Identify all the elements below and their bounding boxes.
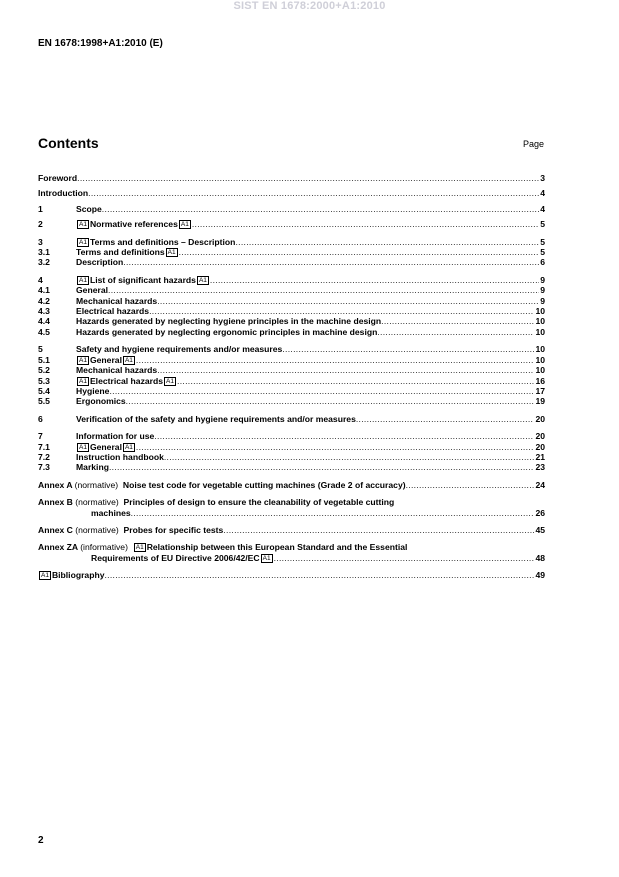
annex-label: Annex B [38, 497, 73, 508]
toc-page: 19 [535, 396, 545, 407]
toc-entry-5[interactable] [38, 344, 545, 354]
toc-number: 1 [38, 203, 43, 214]
toc-number: 7.3 [38, 462, 50, 473]
annex-label: Annex ZA [38, 542, 78, 553]
annex-type: (informative) [80, 542, 128, 553]
toc-page: 10 [535, 306, 545, 317]
dot-leader [164, 452, 535, 462]
toc-title: General [89, 441, 122, 452]
toc-title: Terms and definitions – Description [89, 236, 236, 247]
dot-leader [157, 296, 539, 306]
toc-title: Scope [76, 203, 102, 214]
toc-entry-annex-b[interactable] [38, 497, 545, 507]
toc-entry-5-4[interactable] [38, 386, 545, 396]
toc-number: 3.2 [38, 257, 50, 268]
amendment-start-marker: A1 [41, 572, 49, 580]
toc-page: 10 [535, 326, 545, 337]
toc-title: Mechanical hazards [76, 365, 158, 376]
toc-page: 6 [540, 257, 545, 268]
dot-leader [88, 188, 539, 198]
annex-type: (normative) [75, 524, 119, 535]
toc-page: 5 [540, 219, 545, 230]
amendment-start-marker: A1 [79, 238, 87, 246]
toc-entry-5-3[interactable] [38, 376, 545, 386]
toc-entry-4-2[interactable] [38, 296, 545, 306]
annex-type: (normative) [74, 479, 119, 490]
toc-entry-3-2[interactable] [38, 257, 545, 267]
toc-number: 5 [38, 344, 43, 355]
amendment-start-marker: A1 [79, 356, 87, 364]
toc-page: 26 [535, 507, 545, 518]
toc-page: 3 [540, 173, 545, 183]
toc-number: 3 [38, 236, 43, 247]
toc-title: Foreword [38, 173, 78, 183]
toc-entry-7-3[interactable] [38, 462, 545, 472]
toc-page: 20 [535, 431, 545, 442]
dot-leader [274, 553, 535, 563]
toc-entry-5-1[interactable] [38, 355, 545, 365]
dot-leader [109, 386, 534, 396]
toc-title: machines [91, 507, 131, 518]
toc-number: 3.1 [38, 247, 50, 258]
toc-title: List of significant hazards [89, 274, 196, 285]
toc-title: Probes for specific tests [123, 524, 224, 535]
toc-number: 7.1 [38, 441, 50, 452]
dot-leader [356, 414, 535, 424]
amendment-end-marker: A1 [166, 377, 174, 385]
toc-page: 10 [535, 365, 545, 376]
toc-page: 23 [535, 462, 545, 473]
toc-title: Principles of design to ensure the cleanability of vegetable cutting [123, 497, 395, 508]
toc-title: Electrical hazards [89, 375, 164, 386]
dot-leader [192, 219, 539, 229]
toc-entry-4-4[interactable] [38, 316, 545, 326]
amendment-start-marker: A1 [79, 443, 87, 451]
annex-label: Annex A [38, 479, 73, 490]
toc-page: 10 [535, 344, 545, 355]
toc-title: Terms and definitions [76, 247, 165, 258]
dot-leader [136, 442, 535, 452]
annex-type: (normative) [75, 497, 119, 508]
toc-page: 16 [535, 375, 545, 386]
toc-number: 4.1 [38, 285, 50, 296]
watermark: SIST EN 1678:2000+A1:2010 [233, 0, 386, 12]
toc-title: Introduction [38, 188, 89, 199]
dot-leader [406, 480, 535, 490]
toc-number: 4 [38, 274, 43, 285]
toc-title: Safety and hygiene requirements and/or measures [76, 344, 283, 355]
toc-page: 9 [540, 295, 545, 306]
toc-title: Hazards generated by neglecting hygiene principles in the machine design [76, 316, 382, 327]
amendment-start-marker: A1 [79, 377, 87, 385]
amendment-end-marker: A1 [124, 443, 133, 451]
dot-leader [126, 396, 535, 406]
toc-entry-annex-a[interactable] [38, 480, 545, 490]
toc-title: Electrical hazards [76, 306, 150, 317]
toc-title: Verification of the safety and hygiene requirements and/or measures [76, 413, 356, 424]
dot-leader [179, 247, 540, 257]
toc-entry-7-1[interactable] [38, 442, 545, 452]
toc-title: Ergonomics [76, 396, 126, 407]
amendment-end-marker: A1 [167, 249, 176, 257]
toc-title: Requirements of EU Directive 2006/42/EC [91, 552, 260, 563]
toc-title: Noise test code for vegetable cutting machines (Grade 2 of accuracy) [122, 479, 406, 490]
dot-leader [377, 327, 534, 337]
toc-number: 6 [38, 413, 43, 424]
toc-number: 5.4 [38, 385, 50, 396]
toc-page: 10 [535, 354, 545, 365]
toc-title: Hygiene [76, 385, 110, 396]
toc-title: Relationship between this European Standard and the Essential [146, 542, 408, 553]
toc-entry-2[interactable] [38, 219, 545, 229]
amendment-start-marker: A1 [79, 276, 87, 284]
toc-title: Normative references [89, 219, 178, 230]
toc-entry-6[interactable] [38, 414, 545, 424]
dot-leader [109, 462, 534, 472]
amendment-start-marker: A1 [79, 221, 87, 229]
document-id: EN 1678:1998+A1:2010 (E) [38, 38, 163, 49]
dot-leader [381, 316, 534, 326]
dot-leader [136, 355, 535, 365]
toc-entry-bibliography[interactable] [38, 570, 545, 580]
toc-title: General [89, 354, 122, 365]
toc-title: Marking [76, 462, 109, 473]
amendment-end-marker: A1 [180, 221, 189, 229]
toc-number: 4.4 [38, 316, 50, 327]
toc-page: 45 [535, 524, 545, 535]
toc-page: 48 [535, 552, 545, 563]
toc-page: 24 [535, 479, 545, 490]
page-number: 2 [38, 835, 44, 846]
toc-title: Information for use [76, 431, 155, 442]
toc-number: 5.3 [38, 375, 50, 386]
toc-number: 4.5 [38, 326, 50, 337]
dot-leader [177, 376, 534, 386]
amendment-end-marker: A1 [124, 356, 133, 364]
toc-page: 9 [540, 274, 545, 285]
toc-page: 49 [535, 570, 545, 581]
toc-title: General [76, 285, 109, 296]
toc-number: 4.2 [38, 295, 50, 306]
dot-leader [157, 365, 534, 375]
dot-leader [210, 275, 539, 285]
dot-leader [282, 344, 534, 354]
toc-page: 20 [535, 441, 545, 452]
toc-entry-5-5[interactable] [38, 396, 545, 406]
toc-page: 20 [535, 413, 545, 424]
toc-entry-foreword[interactable] [38, 173, 545, 183]
toc-entry-7-2[interactable] [38, 452, 545, 462]
toc-entry-introduction[interactable] [38, 188, 545, 198]
toc-entry-4-3[interactable] [38, 306, 545, 316]
amendment-start-marker: A1 [135, 544, 144, 552]
dot-leader [123, 257, 539, 267]
dot-leader [102, 204, 539, 214]
dot-leader [104, 570, 534, 580]
toc-page: 10 [535, 316, 545, 327]
toc-page: 9 [540, 285, 545, 296]
toc-title: Description [76, 257, 124, 268]
toc-page: 5 [540, 247, 545, 258]
toc-number: 5.2 [38, 365, 50, 376]
dot-leader [223, 525, 534, 535]
dot-leader [235, 237, 539, 247]
toc-entry-5-2[interactable] [38, 365, 545, 375]
dot-leader [131, 508, 535, 518]
dot-leader [154, 431, 534, 441]
toc-title: Bibliography [51, 570, 105, 581]
toc-number: 4.3 [38, 306, 50, 317]
toc-page: 17 [535, 385, 545, 396]
toc-entry-annex-za[interactable] [38, 542, 545, 552]
toc-number: 7.2 [38, 451, 50, 462]
toc-entry-annex-c[interactable] [38, 525, 545, 535]
toc-entry-4-1[interactable] [38, 285, 545, 295]
dot-leader [149, 306, 534, 316]
toc-entry-annex-za-cont[interactable] [38, 553, 545, 563]
toc-page: 21 [535, 451, 545, 462]
table-of-contents [38, 173, 545, 581]
page-column-label: Page [522, 139, 544, 149]
toc-title: Mechanical hazards [76, 295, 158, 306]
toc-title: Instruction handbook [76, 451, 164, 462]
toc-page: 4 [540, 188, 545, 199]
toc-number: 2 [38, 219, 43, 230]
toc-title: Hazards generated by neglecting ergonomic principles in machine design [76, 326, 378, 337]
toc-entry-7[interactable] [38, 431, 545, 441]
toc-number: 7 [38, 431, 43, 442]
toc-entry-annex-b-cont[interactable] [38, 508, 545, 518]
toc-number: 5.5 [38, 396, 50, 407]
toc-entry-3[interactable] [38, 237, 545, 247]
toc-page: 4 [540, 203, 545, 214]
toc-number: 5.1 [38, 354, 50, 365]
toc-entry-4-5[interactable] [38, 327, 545, 337]
dot-leader [77, 173, 539, 183]
amendment-end-marker: A1 [198, 276, 207, 284]
contents-title: Contents [38, 135, 99, 151]
amendment-end-marker: A1 [262, 554, 271, 562]
dot-leader [108, 285, 539, 295]
toc-entry-3-1[interactable] [38, 247, 545, 257]
annex-label: Annex C [38, 524, 73, 535]
toc-entry-4[interactable] [38, 275, 545, 285]
toc-page: 5 [540, 236, 545, 247]
toc-entry-1[interactable] [38, 204, 545, 214]
